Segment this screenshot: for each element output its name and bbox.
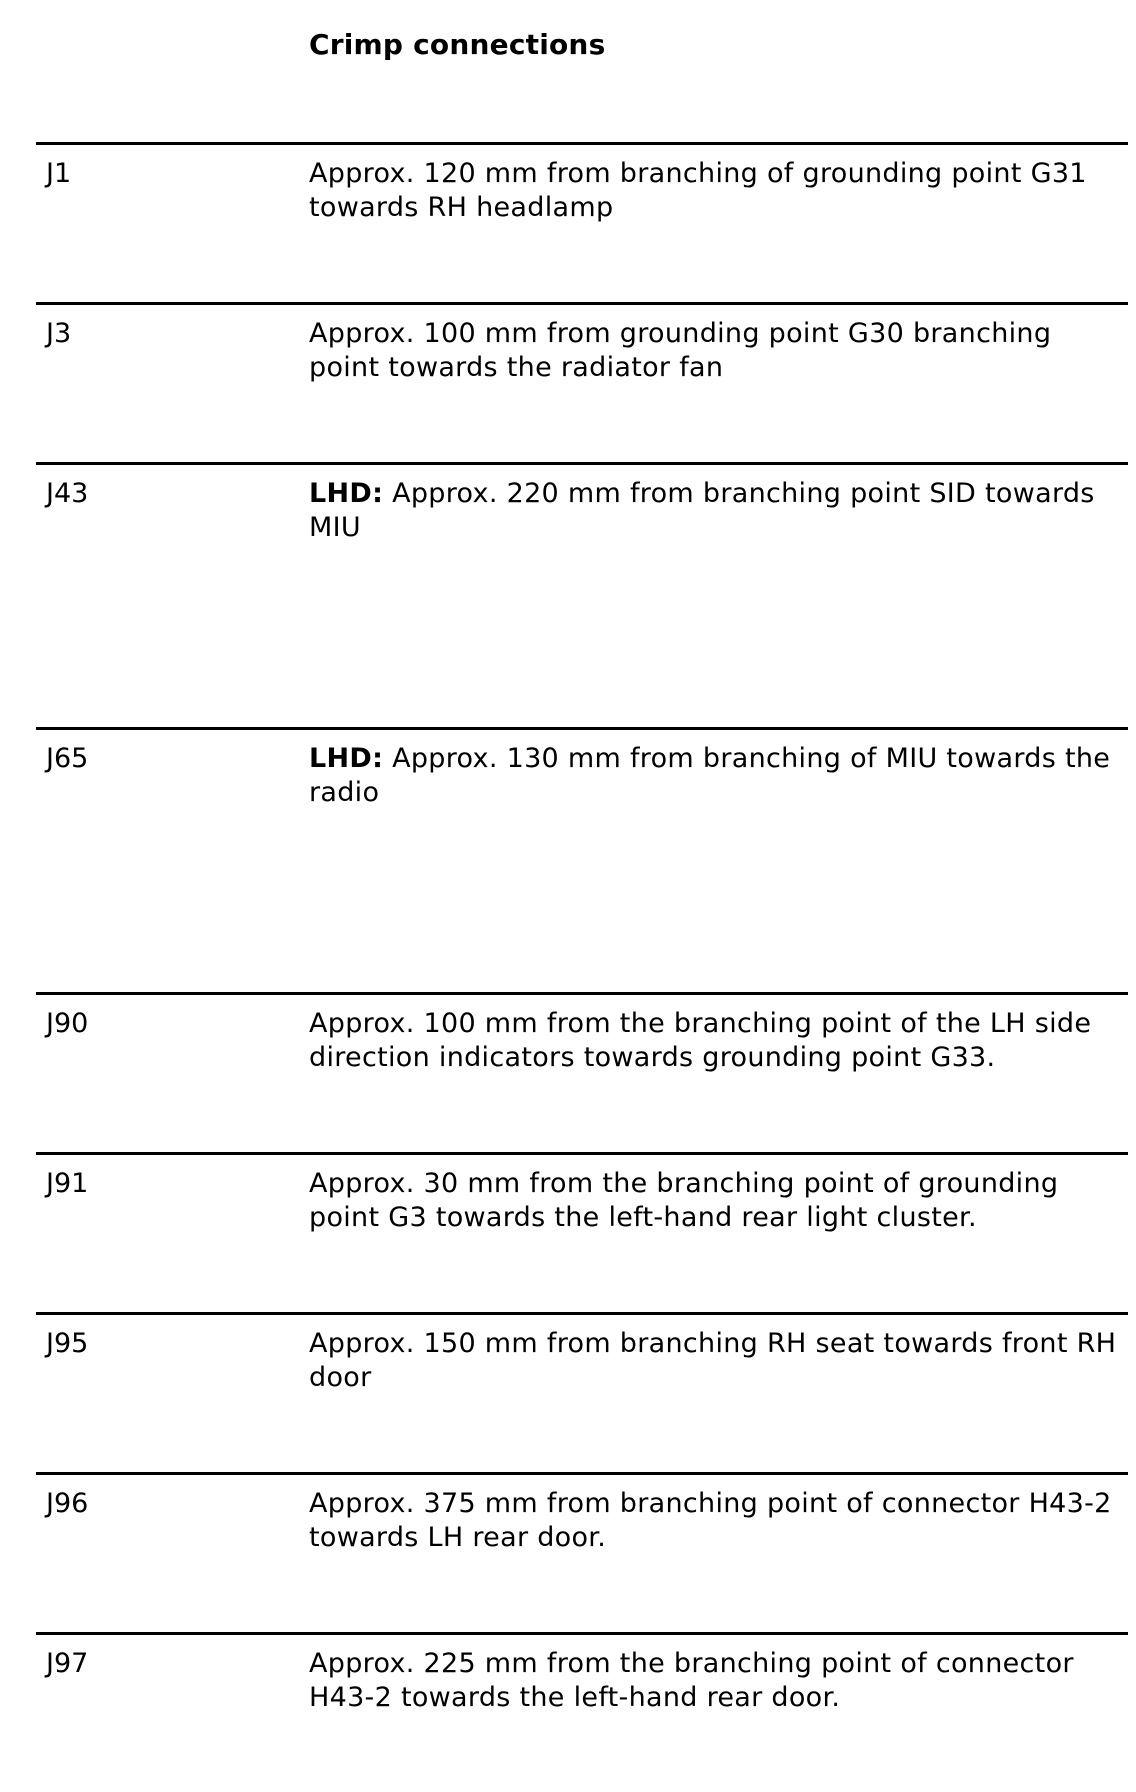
connection-id: J1: [46, 158, 72, 189]
connection-id: J97: [46, 1648, 89, 1679]
table-row: [36, 1152, 1128, 1312]
crimp-connections-table: [36, 142, 1128, 1792]
connection-description: [309, 1167, 1127, 1235]
connection-id: J95: [46, 1328, 89, 1359]
description-text: Approx. 225 mm from the branching point of connector H43-2 towards the left-hand rear door.: [309, 1648, 1074, 1713]
table-row: [36, 142, 1128, 302]
description-text: Approx. 150 mm from branching RH seat towards front RH door: [309, 1328, 1117, 1393]
connection-description: [309, 1327, 1127, 1395]
connection-id: J43: [46, 478, 89, 509]
connection-id: J96: [46, 1488, 89, 1519]
description-text: Approx. 375 mm from branching point of connector H43-2 towards LH rear door.: [309, 1488, 1112, 1553]
connection-description: [309, 317, 1127, 385]
table-row: [36, 1472, 1128, 1632]
description-text: Approx. 220 mm from branching point SID towards MIU: [309, 478, 1095, 543]
page-title: Crimp connections: [309, 28, 606, 61]
description-prefix: LHD:: [309, 743, 384, 774]
description-text: Approx. 130 mm from branching of MIU towards the radio: [309, 743, 1111, 808]
table-row: [36, 462, 1128, 727]
description-text: Approx. 100 mm from the branching point of the LH side direction indicators towards grounding point G33.: [309, 1008, 1092, 1073]
description-text: Approx. 30 mm from the branching point of grounding point G3 towards the left-hand rear light cluster.: [309, 1168, 1059, 1233]
connection-id: J90: [46, 1008, 89, 1039]
table-row: [36, 1312, 1128, 1472]
connection-description: [309, 742, 1127, 810]
connection-description: [309, 1007, 1127, 1075]
description-text: Approx. 100 mm from grounding point G30 branching point towards the radiator fan: [309, 318, 1052, 383]
table-row: [36, 302, 1128, 462]
connection-description: [309, 157, 1127, 225]
table-row: [36, 992, 1128, 1152]
table-row: [36, 727, 1128, 992]
connection-id: J65: [46, 743, 89, 774]
connection-id: J3: [46, 318, 72, 349]
table-row: [36, 1632, 1128, 1792]
description-text: Approx. 120 mm from branching of grounding point G31 towards RH headlamp: [309, 158, 1087, 223]
connection-description: [309, 1647, 1127, 1715]
description-prefix: LHD:: [309, 478, 384, 509]
connection-description: [309, 477, 1127, 545]
connection-description: [309, 1487, 1127, 1555]
connection-id: J91: [46, 1168, 89, 1199]
